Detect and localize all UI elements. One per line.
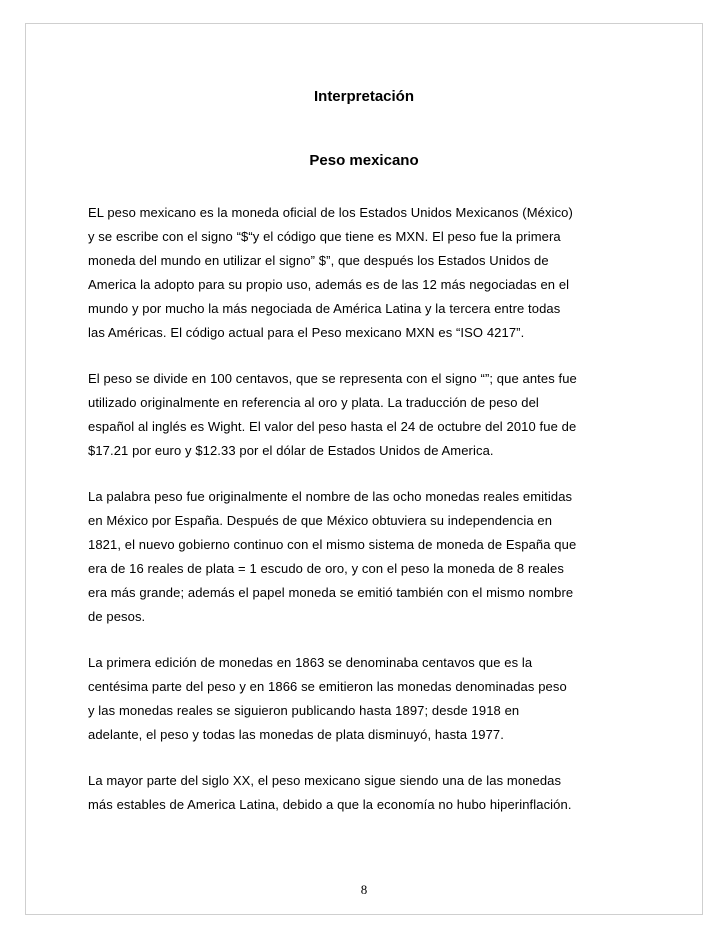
text-line: 1821, el nuevo gobierno continuo con el mismo sistema de moneda de España que bbox=[88, 537, 577, 552]
text-line: La primera edición de monedas en 1863 se denominaba centavos que es la bbox=[88, 655, 533, 670]
paragraph-3 bbox=[88, 485, 636, 629]
text-line: y las monedas reales se siguieron publicando hasta 1897; desde 1918 en bbox=[88, 703, 520, 718]
text-line: adelante, el peso y todas las monedas de plata disminuyó, hasta 1977. bbox=[88, 727, 504, 742]
text-line: en México por España. Después de que México obtuviera su independencia en bbox=[88, 513, 553, 528]
text-line: La mayor parte del siglo XX, el peso mexicano sigue siendo una de las monedas bbox=[88, 773, 562, 788]
text-line: y se escribe con el signo “$“y el código que tiene es MXN. El peso fue la primera bbox=[88, 229, 561, 244]
document-body bbox=[88, 201, 636, 839]
text-line: mundo y por mucho la más negociada de América Latina y la tercera entre todas bbox=[88, 301, 561, 316]
text-line: de pesos. bbox=[88, 609, 146, 624]
text-line: más estables de America Latina, debido a que la economía no hubo hiperinflación. bbox=[88, 797, 572, 812]
text-line: utilizado originalmente en referencia al oro y plata. La traducción de peso del bbox=[88, 395, 539, 410]
text-line: $17.21 por euro y $12.33 por el dólar de Estados Unidos de America. bbox=[88, 443, 494, 458]
document-subtitle: Peso mexicano bbox=[309, 152, 419, 169]
text-line: las Américas. El código actual para el Peso mexicano MXN es “ISO 4217”. bbox=[88, 325, 525, 340]
text-line: era de 16 reales de plata = 1 escudo de oro, y con el peso la moneda de 8 reales bbox=[88, 561, 564, 576]
paragraph-1 bbox=[88, 201, 636, 345]
paragraph-5 bbox=[88, 769, 636, 817]
text-line: español al inglés es Wight. El valor del peso hasta el 24 de octubre del 2010 fue de bbox=[88, 419, 577, 434]
text-line: La palabra peso fue originalmente el nombre de las ocho monedas reales emitidas bbox=[88, 489, 573, 504]
text-line: centésima parte del peso y en 1866 se emitieron las monedas denominadas peso bbox=[88, 679, 567, 694]
text-line: EL peso mexicano es la moneda oficial de los Estados Unidos Mexicanos (México) bbox=[88, 205, 573, 220]
text-line: moneda del mundo en utilizar el signo” $”, que después los Estados Unidos de bbox=[88, 253, 549, 268]
text-line: America la adopto para su propio uso, además es de las 12 más negociadas en el bbox=[88, 277, 570, 292]
document-title: Interpretación bbox=[313, 88, 415, 105]
text-line: era más grande; además el papel moneda se emitió también con el mismo nombre bbox=[88, 585, 574, 600]
page-number: 8 bbox=[360, 882, 368, 897]
paragraph-4 bbox=[88, 651, 636, 747]
text-line: El peso se divide en 100 centavos, que se representa con el signo “”; que antes fue bbox=[88, 371, 577, 386]
paragraph-2 bbox=[88, 367, 636, 463]
